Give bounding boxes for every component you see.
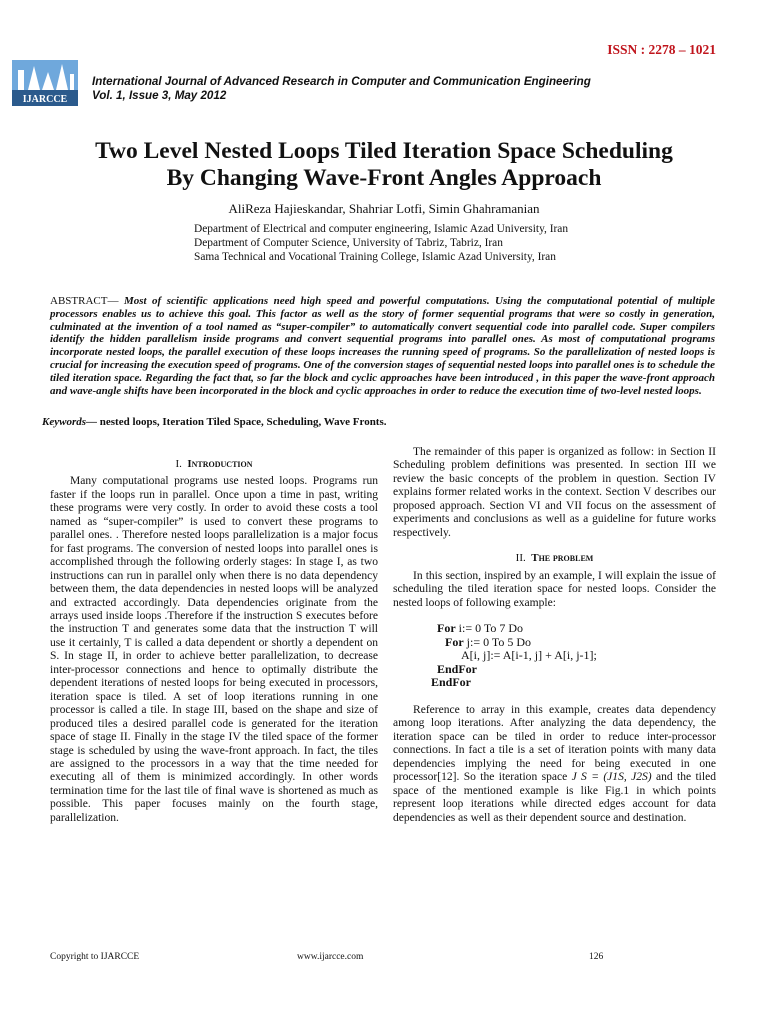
- problem-paragraph-1: In this section, inspired by an example, I will explain the issue of scheduling the tiled iteration space for nested loops. Consider the nested loops of following example:: [393, 569, 716, 609]
- section-title: The problem: [531, 552, 594, 565]
- section-title: Introduction: [187, 458, 253, 470]
- code-endfor-outer: EndFor: [431, 675, 472, 690]
- paper-title-line2: By Changing Wave-Front Angles Approach: [166, 165, 602, 191]
- abstract: [50, 295, 715, 397]
- abstract-label: ABSTRACT—: [50, 295, 119, 307]
- code-keyword: For: [445, 634, 464, 649]
- journal-issue: Vol. 1, Issue 3, May 2012: [92, 89, 227, 102]
- code-keyword: For: [437, 620, 456, 635]
- code-listing: [431, 622, 716, 690]
- footer-copyright: Copyright to IJARCCE: [50, 952, 140, 962]
- issn-label: ISSN : 2278 – 1021: [607, 42, 716, 57]
- paper-title-line1: Two Level Nested Loops Tiled Iteration Space Scheduling: [95, 138, 673, 164]
- authors: AliReza Hajieskandar, Shahriar Lotfi, Simin Ghahramanian: [228, 201, 540, 216]
- journal-header: [92, 75, 591, 103]
- footer-website: www.ijarcce.com: [297, 952, 364, 962]
- affiliation-2: Department of Computer Science, University of Tabriz, Tabriz, Iran: [194, 236, 503, 249]
- roadmap-paragraph: The remainder of this paper is organized as follow: in Section II Scheduling problem definitions was presented. In section III we review the basic concepts of the problem in question. Section IV explains former related works in the context. Section V describes our proposed approach. Section VI and VII focus on the assessment of experiments and conclusions as well as a guideline for future works respectively.: [393, 446, 716, 539]
- problem-text-b: and the tiled space of the mentioned example is like Fig.1 in which points represent loop iterations while directed edges account for data dependencies as well as their dependent source and destination.: [393, 771, 716, 824]
- affiliation-1: Department of Electrical and computer engineering, Islamic Azad University, Iran: [194, 223, 569, 235]
- problem-text-a: Reference to array in this example, creates data dependency among loop iterations. After analyzing the data dependency, the iteration space can be tiled in order to reduce inter-processor connections. In fact a tile is a set of iteration points with many data dependencies implying the need for being executed in one processor[12]. So the iteration space: [393, 703, 716, 784]
- code-text: i:= 0 To 7 Do: [455, 620, 524, 635]
- section-number: II.: [515, 552, 526, 565]
- affiliation-3: Sama Technical and Vocational Training College, Islamic Azad University, Iran: [194, 250, 556, 263]
- right-column: [393, 446, 716, 825]
- logo-text: IJARCCE: [22, 94, 68, 105]
- problem-paragraph-2: [393, 704, 716, 825]
- iteration-space-formula: J S = (J1S, J2S): [571, 771, 652, 784]
- code-text: j:= 0 To 5 Do: [463, 634, 532, 649]
- intro-paragraph: Many computational programs use nested loops. Programs run faster if the loops run in parallel. Once upon a time in past, writing these programs were very costly. In order to avoid these costs a tool named as “super-compiler” is used to convert these programs to parallel ones. . Therefore nested loops parallelization is a major focus for fast programs. The conversion of nested loops into parallel ones is accomplished through the following orderly stages: In stage I, as two instructions can run in parallel only when there is no data dependency between them, the data dependencies in nested loops will be analyzed and extracted accordingly. Data dependencies originate from the arrays used inside loops .Therefore if the instruction S executes before the instruction T and generates some data that the instruction T will use it certainly, T is called a data dependent or shortly a dependent on S. In stage II, in order to achieve better parallelization, to decrease inter-processor connections and hence to optimally distribute the dependent iterations of nested loops for being executed in processors, iteration space is tiled. A set of loop iterations running in one processor is called a tile. In stage III, based on the shape and size of produced tiles a desired parallel code is generated for the iteration space of stage II. Finally in the stage IV the tiled space of the former stage is scheduled by using the wave-front approach. In fact, the tiles are assigned to the processors in a way that the time needed for executing all of them is minimized accordingly. In other words termination time for the last tile of final wave is shortened as much as possible. This paper focuses mainly on the fourth stage, parallelization.: [50, 475, 378, 824]
- code-endfor-inner: EndFor: [437, 661, 478, 676]
- section-number: I.: [175, 458, 182, 470]
- keywords: [42, 416, 722, 428]
- journal-logo: [12, 60, 78, 106]
- journal-name: International Journal of Advanced Research in Computer and Communication Engineering: [92, 75, 591, 88]
- section-heading-introduction: [50, 458, 378, 471]
- abstract-text: Most of scientific applications need high speed and powerful computations. Using the computational potential of multiple processors enables us to achieve this goal. This factor as well as the story of former sequential programs that were so costly in generation, culminated at the invention of a tool named as “super-compiler” to automatically convert sequential code into parallel code. Super compilers identify the hidden parallelism inside programs and convert sequential programs into parallel ones. As most of computational programs incorporate nested loops, the parallel execution of these loops increases the running speed of programs. So the parallelization of nested loops is crucial for increasing the execution speed of programs. One of the conversion stages of sequential nested loops into parallel ones is to schedule the tiled iteration space. Regarding the fact that, so far the block and cyclic approaches have been introduced , in this paper the wave-front approach and wave-angle shifts have been incorporated in the block and cyclic approaches in order to reduce the execution time of two-level nested loops.: [50, 295, 715, 397]
- left-column: [50, 458, 378, 825]
- keywords-label: Keywords—: [42, 416, 97, 428]
- affiliations: [194, 223, 568, 264]
- keywords-list: nested loops, Iteration Tiled Space, Scheduling, Wave Fronts.: [97, 416, 387, 428]
- page-number: 126: [589, 952, 604, 962]
- paper-title: [20, 138, 748, 192]
- code-statement: A[i, j]:= A[i-1, j] + A[i, j-1];: [461, 648, 597, 663]
- section-heading-problem: [393, 552, 716, 565]
